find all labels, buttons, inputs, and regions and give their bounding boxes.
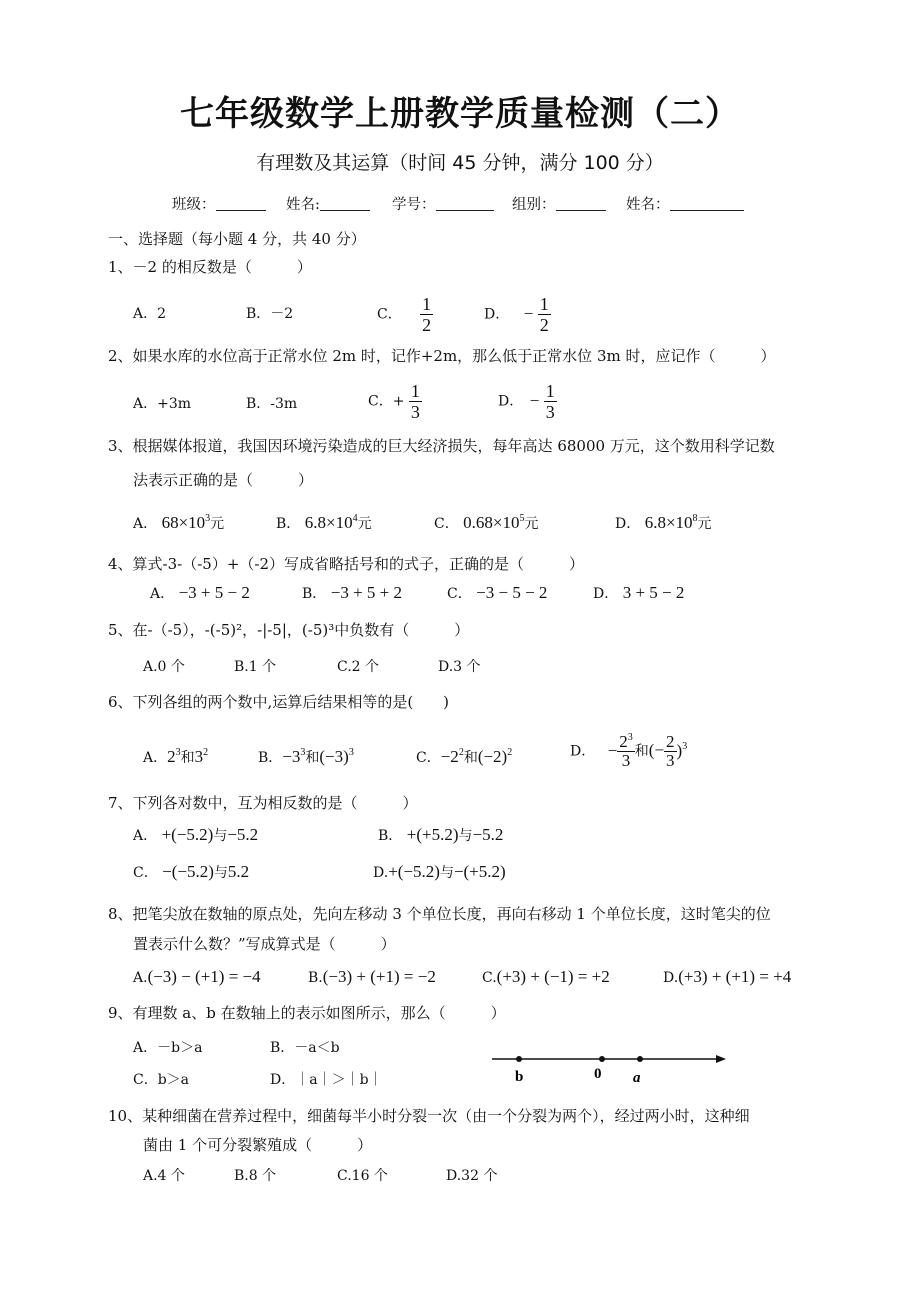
q2-stem: 2、如果水库的水位高于正常水位 2m 时，记作+2m，那么低于正常水位 3m 时，应记作（ ） <box>108 347 776 365</box>
page-title: 七年级数学上册教学质量检测（二） <box>180 94 740 134</box>
q6-a-right: $3^2$ <box>194 747 209 766</box>
q8-d-label: D. <box>663 970 679 986</box>
q5-option-a[interactable]: A.0 个 <box>143 659 185 675</box>
q9-option-b[interactable]: B．－a＜b <box>270 1040 340 1056</box>
info-id <box>392 193 494 214</box>
section-heading: 一、选择题（每小题 4 分，共 40 分） <box>108 230 366 248</box>
q3-d-label: D． <box>615 516 641 532</box>
info-class-blank[interactable] <box>216 196 266 211</box>
q5-option-b[interactable]: B.1 个 <box>234 659 277 675</box>
q6-option-a[interactable] <box>143 747 208 767</box>
info-group-blank[interactable] <box>556 196 606 211</box>
q7-c-left: −(−5.2) <box>162 862 214 881</box>
q3-option-b[interactable] <box>276 513 372 533</box>
q3-a-label: A． <box>133 516 158 532</box>
q1-option-a[interactable]: A．2 <box>133 306 167 322</box>
q10-option-c[interactable]: C.16 个 <box>337 1168 388 1184</box>
q1-stem: 1、－2 的相反数是（ ） <box>108 258 312 276</box>
q4-stem: 4、算式-3-（-5）+（-2）写成省略括号和的式子，正确的是（ ） <box>108 555 585 573</box>
q7-b-yu: 与 <box>458 828 473 844</box>
q10-stem-line1: 10、某种细菌在营养过程中，细菌每半小时分裂一次（由一个分裂为两个），经过两小时，这种细 <box>108 1107 750 1125</box>
q2-option-a[interactable]: A．+3m <box>133 396 192 412</box>
q7-a-label: A． <box>133 828 158 844</box>
q6-option-c[interactable] <box>416 747 512 767</box>
q7-d-left: +(−5.2) <box>388 862 440 881</box>
q7-option-b[interactable] <box>378 825 503 845</box>
q3-b-label: B． <box>276 516 301 532</box>
q2-option-d[interactable] <box>498 381 557 422</box>
q1-option-b[interactable]: B．－2 <box>246 306 294 322</box>
q2-d-sign: − <box>529 390 540 410</box>
q7-stem: 7、下列各对数中，互为相反数的是（ ） <box>108 794 418 812</box>
q8-b-expr: (−3) + (+1) = −2 <box>322 967 436 986</box>
q3-d-unit: 元 <box>697 516 712 532</box>
info-class-label: 班级： <box>172 197 216 213</box>
q3-stem-line1: 3、根据媒体报道，我国因环境污染造成的巨大经济损失，每年高达 68000 万元，这个数用科学记数 <box>108 437 775 455</box>
q7-b-left: +(+5.2) <box>406 825 459 844</box>
q9-stem: 9、有理数 a、b 在数轴上的表示如图所示，那么（ ） <box>108 1004 506 1022</box>
q6-option-b[interactable] <box>258 747 354 767</box>
q6-c-he: 和 <box>463 750 478 766</box>
info-name-label: 姓名: <box>286 197 320 213</box>
q8-option-a[interactable] <box>133 967 261 987</box>
q8-a-label: A. <box>133 970 148 986</box>
q4-option-d[interactable] <box>593 583 684 603</box>
q9-option-d[interactable]: D．｜a｜＞｜b｜ <box>270 1072 383 1088</box>
q9-option-c[interactable]: C．b＞a <box>133 1072 190 1088</box>
q8-option-c[interactable] <box>482 967 610 987</box>
q1-d-label: D． <box>484 306 510 323</box>
q8-a-expr: (−3) − (+1) = −4 <box>147 967 261 986</box>
q2-option-c[interactable] <box>368 381 422 422</box>
q6-b-left: $-3^3$ <box>282 747 306 766</box>
q6-d-frac2: $\frac{2}{3}$ <box>666 732 675 770</box>
q8-stem-line1: 8、把笔尖放在数轴的原点处，先向左移动 3 个单位长度，再向右移动 1 个单位长度，这时笔尖的位 <box>108 905 771 923</box>
q5-stem: 5、在-（-5），-(-5)²，-|-5|，(-5)³中负数有（ ） <box>108 621 470 639</box>
q4-option-c[interactable] <box>447 583 547 603</box>
q6-d-open: (− <box>648 740 665 760</box>
q8-stem-line2: 置表示什么数？”写成算式是（ ） <box>133 935 396 953</box>
q1-c-num: 1 <box>422 294 432 314</box>
info-name2 <box>626 193 744 214</box>
q7-b-right: −5.2 <box>472 825 504 844</box>
q7-option-a[interactable] <box>133 825 258 845</box>
q7-d-label: D. <box>373 865 389 881</box>
q10-stem-line2: 菌由 1 个可分裂繁殖成（ ） <box>143 1136 373 1154</box>
info-name-blank[interactable] <box>320 196 370 211</box>
q6-c-label: C． <box>416 750 441 766</box>
q6-b-label: B． <box>258 750 283 766</box>
info-id-label: 学号： <box>392 197 436 213</box>
q1-c-label: C． <box>377 306 402 323</box>
q6-d-he: 和 <box>634 743 649 760</box>
q4-d-expr: 3 + 5 − 2 <box>622 583 685 602</box>
q1-d-fraction <box>538 294 551 335</box>
q6-option-d[interactable] <box>570 733 687 770</box>
q4-c-expr: −3 − 5 − 2 <box>476 583 548 602</box>
q6-d-label: D． <box>570 743 596 760</box>
label-b: b <box>515 1069 524 1085</box>
q7-d-yu: 与 <box>439 865 454 881</box>
q4-b-expr: −3 + 5 + 2 <box>330 583 403 602</box>
point-b <box>516 1056 522 1062</box>
q7-option-c[interactable] <box>133 862 249 882</box>
q8-b-label: B. <box>308 970 323 986</box>
q1-option-d[interactable] <box>484 294 551 335</box>
q5-option-d[interactable]: D.3 个 <box>438 659 481 675</box>
q1-c-den: 2 <box>422 315 432 335</box>
q3-c-expr: $0.68\times 10^5$ <box>463 513 525 532</box>
q6-c-right: $(-2)^2$ <box>477 747 513 766</box>
q3-option-a[interactable] <box>133 513 224 533</box>
q6-d-frac1: $\frac{2^3}{3}$ <box>619 732 633 770</box>
page-subtitle: 有理数及其运算（时间 45 分钟，满分 100 分） <box>256 152 664 174</box>
q3-b-unit: 元 <box>357 516 372 532</box>
q10-option-d[interactable]: D.32 个 <box>446 1168 498 1184</box>
q6-b-he: 和 <box>305 750 320 766</box>
q4-a-label: A． <box>150 586 175 602</box>
q6-d-minus: − <box>607 740 618 760</box>
info-group-label: 组别： <box>512 197 556 213</box>
q3-stem-line2: 法表示正确的是（ ） <box>133 471 314 489</box>
q1-d-sign: − <box>523 303 534 323</box>
q6-stem: 6、下列各组的两个数中,运算后结果相等的是( ) <box>108 693 450 711</box>
q7-option-d[interactable] <box>373 862 506 882</box>
info-group <box>512 193 606 214</box>
q6-a-he: 和 <box>180 750 195 766</box>
q2-d-num: 1 <box>545 381 555 401</box>
q2-c-label: C．+ <box>368 393 405 410</box>
q7-a-left: +(−5.2) <box>161 825 214 844</box>
info-id-blank[interactable] <box>436 196 494 211</box>
q2-c-num: 1 <box>410 381 420 401</box>
q3-a-expr: $68\times 10^3$ <box>161 513 211 532</box>
q4-option-a[interactable] <box>150 583 250 603</box>
q8-c-expr: (+3) + (−1) = +2 <box>496 967 610 986</box>
label-zero: 0 <box>594 1066 602 1082</box>
q9-option-a[interactable]: A．－b＞a <box>133 1040 203 1056</box>
q7-c-yu: 与 <box>213 865 228 881</box>
q3-b-expr: $6.8\times 10^4$ <box>304 513 358 532</box>
q7-b-label: B． <box>378 828 403 844</box>
number-line-figure <box>490 1042 735 1092</box>
q4-b-label: B． <box>302 586 327 602</box>
q6-a-label: A． <box>143 750 168 766</box>
q10-option-a[interactable]: A.4 个 <box>143 1168 185 1184</box>
q7-a-yu: 与 <box>213 828 228 844</box>
q6-a-left: $2^3$ <box>167 747 181 766</box>
q3-a-unit: 元 <box>210 516 225 532</box>
q6-b-right: $(-3)^3$ <box>319 747 354 766</box>
q4-option-b[interactable] <box>302 583 402 603</box>
q7-a-right: −5.2 <box>227 825 259 844</box>
info-name <box>286 193 370 214</box>
q1-c-fraction <box>420 294 433 335</box>
q3-c-label: C． <box>434 516 459 532</box>
label-a: a <box>633 1070 641 1086</box>
q2-d-den: 3 <box>545 402 555 422</box>
q3-d-expr: $6.8\times 10^8$ <box>644 513 698 532</box>
q3-c-unit: 元 <box>524 516 539 532</box>
point-zero <box>599 1056 605 1062</box>
q1-d-num: 1 <box>539 294 549 314</box>
q2-d-fraction <box>544 381 557 422</box>
q7-c-right: 5.2 <box>227 862 250 881</box>
q6-c-left: $-2^2$ <box>440 747 464 766</box>
q6-d-close: )$^3$ <box>676 740 688 760</box>
q3-option-c[interactable] <box>434 513 539 533</box>
q3-option-d[interactable] <box>615 513 712 533</box>
point-a <box>637 1056 643 1062</box>
number-line-arrow <box>716 1055 726 1063</box>
q10-option-b[interactable]: B.8 个 <box>234 1168 277 1184</box>
q2-option-b[interactable]: B．-3m <box>246 396 298 412</box>
q8-c-label: C. <box>482 970 497 986</box>
q7-c-label: C． <box>133 865 158 881</box>
q1-d-den: 2 <box>539 315 549 335</box>
q1-option-c[interactable] <box>377 294 433 335</box>
q2-c-fraction <box>409 381 422 422</box>
info-name2-label: 姓名： <box>626 197 670 213</box>
q5-option-c[interactable]: C.2 个 <box>337 659 380 675</box>
q7-d-right: −(+5.2) <box>453 862 506 881</box>
q2-c-den: 3 <box>410 402 420 422</box>
q4-c-label: C． <box>447 586 472 602</box>
q2-d-label: D． <box>498 393 524 410</box>
q4-d-label: D． <box>593 586 619 602</box>
info-class <box>172 193 266 214</box>
q4-a-expr: −3 + 5 − 2 <box>178 583 250 602</box>
info-name2-blank[interactable] <box>670 196 744 211</box>
q8-option-b[interactable] <box>308 967 436 987</box>
q8-option-d[interactable] <box>663 967 791 987</box>
q8-d-expr: (+3) + (+1) = +4 <box>678 967 792 986</box>
